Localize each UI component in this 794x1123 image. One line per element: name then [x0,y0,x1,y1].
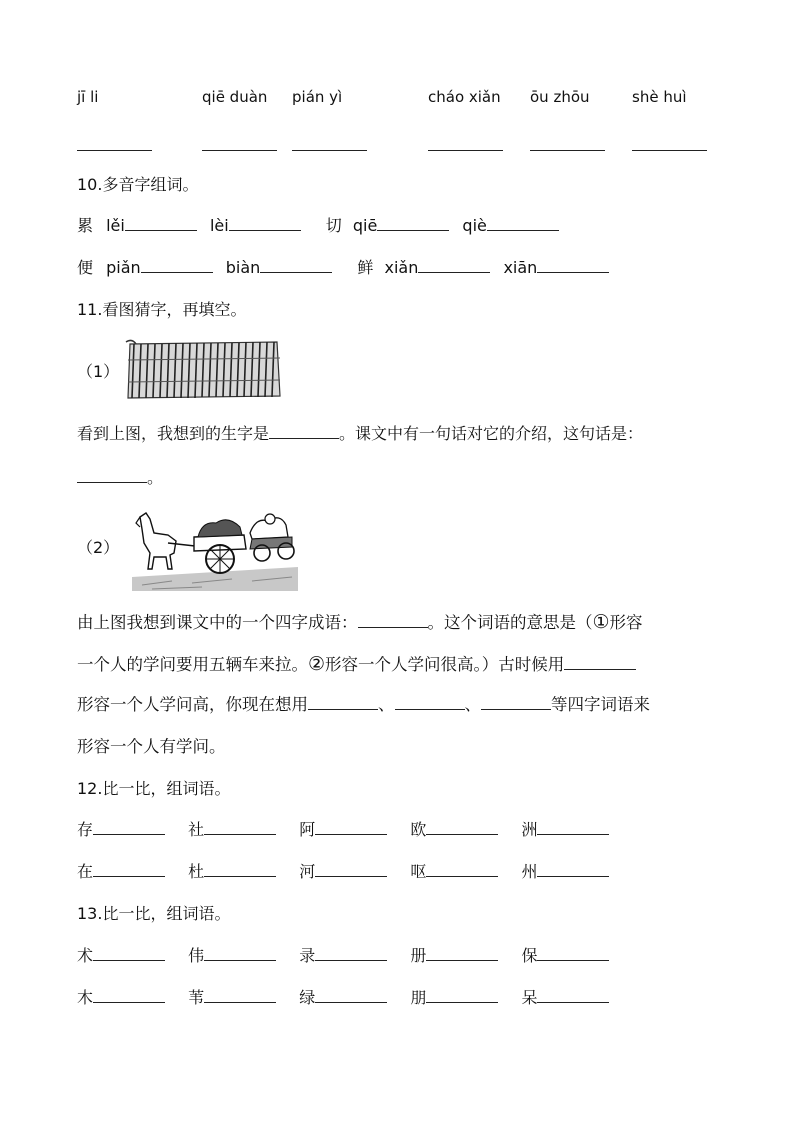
q12-row1: 存 社 阿 欧 洲 [77,822,609,838]
q10-pinyin-4: qiè [462,216,487,235]
q12-blank-1[interactable] [93,833,165,835]
q10-pinyin-8: xiān [503,258,538,277]
q11-p1-line1: 看到上图，我想到的生字是 。课文中有一句话对它的介绍，这句话是： [77,424,644,443]
q12-blank-10[interactable] [537,875,609,877]
q11-blank-5[interactable] [308,708,378,710]
q11-p2-line3: 形容一个人学问高，你现在想用 、 、 等四字词语来 [77,695,650,714]
pinyin-4: cháo xiǎn [428,88,501,106]
pinyin-3: pián yì [292,88,343,106]
q10-row2 [77,260,609,276]
q13-blank-10[interactable] [537,1001,609,1003]
q10-char-1: 累 [77,216,94,235]
q13-row1: 术 伟 录 册 保 [77,948,609,964]
q10-blank-3[interactable] [377,229,449,231]
q12-blank-7[interactable] [204,875,276,877]
q11-blank-4[interactable] [564,668,636,670]
q11-blank-7[interactable] [481,708,551,710]
q13-blank-4[interactable] [426,959,498,961]
answer-line-6[interactable] [632,150,707,151]
q12-blank-2[interactable] [204,833,276,835]
q10-blank-7[interactable] [418,271,490,273]
q11-blank-6[interactable] [395,708,465,710]
horse-cart-image [132,507,298,591]
q12-blank-9[interactable] [426,875,498,877]
pinyin-2: qiē duàn [202,88,268,106]
answer-line-5[interactable] [530,150,605,151]
q11-p2-line1: 由上图我想到课文中的一个四字成语： 。这个词语的意思是（①形容 [77,611,643,633]
q13-blank-5[interactable] [537,959,609,961]
pinyin-5: ōu zhōu [530,88,590,106]
q13-blank-1[interactable] [93,959,165,961]
q10-pinyin-7: xiǎn [384,258,419,277]
q10-pinyin-1: lěi [106,216,125,235]
q13-blank-7[interactable] [204,1001,276,1003]
q10-title: 10.多音字组词。 [77,175,199,194]
q12-blank-4[interactable] [426,833,498,835]
q12-blank-3[interactable] [315,833,387,835]
q10-blank-5[interactable] [141,271,213,273]
q12-blank-6[interactable] [93,875,165,877]
q13-blank-8[interactable] [315,1001,387,1003]
q10-pinyin-5: piǎn [106,258,141,277]
q13-blank-3[interactable] [315,959,387,961]
q11-label-1: （1） [77,362,120,381]
q11-p2-line4: 形容一个人有学问。 [77,737,226,756]
answer-line-1[interactable] [77,150,152,151]
q11-p2-line2: 一个人的学问要用五辆车来拉。②形容一个人学问很高。）古时候用 [77,655,636,674]
q13-blank-6[interactable] [93,1001,165,1003]
q12-blank-8[interactable] [315,875,387,877]
q10-blank-4[interactable] [487,229,559,231]
q10-blank-1[interactable] [125,229,197,231]
q10-pinyin-6: biàn [225,258,261,277]
answer-line-3[interactable] [292,150,367,151]
q10-row1 [77,218,559,234]
q11-p1-line2: 。 [77,470,163,486]
q13-blank-2[interactable] [204,959,276,961]
answer-line-2[interactable] [202,150,277,151]
q10-char-4: 鲜 [357,258,374,277]
q12-blank-5[interactable] [537,833,609,835]
q10-blank-8[interactable] [537,271,609,273]
q11-label-2: （2） [77,538,120,557]
q13-title: 13.比一比，组词语。 [77,904,231,923]
q12-title: 12.比一比，组词语。 [77,779,231,798]
q12-row2: 在 杜 河 呕 州 [77,864,609,880]
q10-blank-6[interactable] [260,271,332,273]
q11-blank-1[interactable] [269,437,339,439]
q10-pinyin-3: qiē [352,216,378,235]
q10-char-2: 切 [325,216,342,235]
bamboo-slips-image [122,338,284,402]
q13-row2: 木 苇 绿 朋 呆 [77,990,609,1006]
pinyin-1: jī li [77,88,99,106]
q10-blank-2[interactable] [229,229,301,231]
pinyin-6: shè huì [632,88,687,106]
q10-char-3: 便 [77,258,94,277]
q10-pinyin-2: lèi [209,216,229,235]
q11-blank-3[interactable] [358,626,428,628]
answer-line-4[interactable] [428,150,503,151]
q13-blank-9[interactable] [426,1001,498,1003]
q11-blank-2[interactable] [77,481,147,483]
q11-title: 11.看图猜字，再填空。 [77,300,247,319]
